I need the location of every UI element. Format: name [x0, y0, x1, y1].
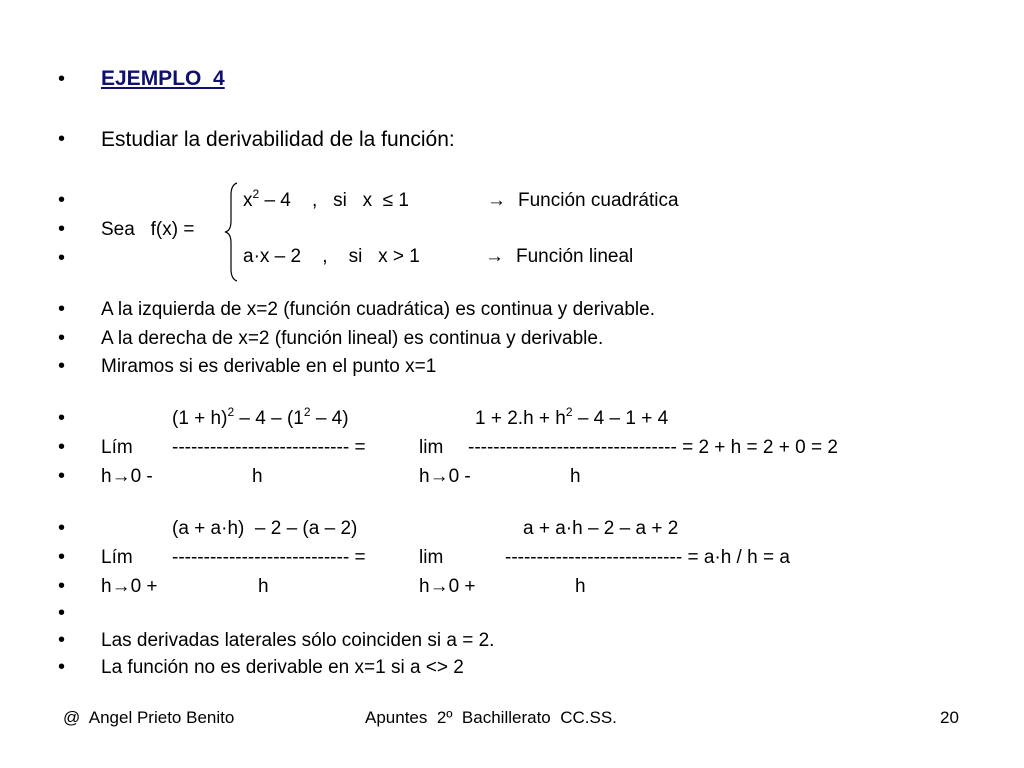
bullet: • — [58, 517, 66, 539]
slide-heading: EJEMPLO 4 — [101, 67, 225, 90]
right-limit-numerator-2: a + a·h – 2 – a + 2 — [523, 518, 679, 539]
bullet: • — [58, 355, 66, 377]
left-limit-numerator-1: $(1 + h)^2 - 4 - (1^2 - 4)$ — [172, 405, 349, 429]
bullet: • — [58, 656, 66, 678]
case1-note: Función cuadrática — [518, 190, 679, 211]
limit-subscript: h→0 + — [419, 576, 476, 597]
bullet: • — [58, 575, 66, 597]
bullet: • — [58, 128, 66, 150]
limit-subscript: h→0 - — [419, 466, 471, 487]
denominator: h — [570, 466, 581, 487]
bullet: • — [58, 407, 66, 429]
conclusion-line: Las derivadas laterales sólo coinciden si a = 2. — [101, 630, 495, 651]
lim-label: lim — [419, 547, 444, 568]
bullet: • — [58, 218, 66, 240]
denominator: h — [252, 466, 263, 487]
denominator: h — [258, 576, 269, 597]
arrow-icon: → — [487, 190, 506, 211]
statement-line: A la derecha de x=2 (función lineal) es continua y derivable. — [101, 328, 604, 349]
bullet: • — [58, 602, 66, 624]
intro-text: Estudiar la derivabilidad de la función: — [101, 128, 455, 151]
statement-line: Miramos si es derivable en el punto x=1 — [101, 356, 437, 377]
bullet: • — [58, 465, 66, 487]
right-limit-numerator-1: (a + a·h) – 2 – (a – 2) — [172, 518, 358, 539]
arrow-icon: → — [111, 576, 131, 597]
left-brace — [222, 181, 242, 283]
left-limit-result: --------------------------------- = 2 + h = 2 + 0 = 2 — [468, 437, 838, 458]
limit-subscript: h→0 + — [101, 576, 158, 597]
fraction-bar: ---------------------------- = — [172, 437, 366, 458]
sea-label: Sea f(x) = — [101, 219, 195, 240]
arrow-icon: → — [429, 466, 449, 487]
arrow-icon: → — [429, 576, 449, 597]
bullet: • — [58, 189, 66, 211]
bullet: • — [58, 629, 66, 651]
bullet: • — [58, 298, 66, 320]
left-limit-numerator-2: $1 + 2.h + h^2 - 4 - 1 + 4$ — [475, 405, 669, 429]
footer-author: @ Angel Prieto Benito — [63, 708, 235, 727]
right-limit-result: ---------------------------- = a·h / h = a — [505, 547, 790, 568]
case1-expr: $x^2 - 4$ , si x ≤ 1 — [243, 187, 409, 211]
case2-expr: a·x – 2 , si x > 1 — [243, 246, 420, 267]
statement-line: A la izquierda de x=2 (función cuadrática) es continua y derivable. — [101, 299, 655, 320]
bullet: • — [58, 68, 66, 90]
arrow-icon: → — [485, 246, 504, 267]
denominator: h — [575, 576, 586, 597]
lim-label: Lím — [101, 547, 133, 568]
bullet: • — [58, 327, 66, 349]
lim-label: Lím — [101, 437, 133, 458]
limit-subscript: h→0 - — [101, 466, 153, 487]
case2-note: Función lineal — [516, 246, 634, 267]
bullet: • — [58, 247, 66, 269]
lim-label: lim — [419, 437, 444, 458]
bullet: • — [58, 546, 66, 568]
arrow-icon: → — [111, 466, 131, 487]
bullet: • — [58, 436, 66, 458]
fraction-bar: ---------------------------- = — [172, 547, 366, 568]
footer-course: Apuntes 2º Bachillerato CC.SS. — [365, 708, 617, 727]
conclusion-line: La función no es derivable en x=1 si a <> 2 — [101, 657, 464, 678]
page-number: 20 — [940, 708, 959, 727]
